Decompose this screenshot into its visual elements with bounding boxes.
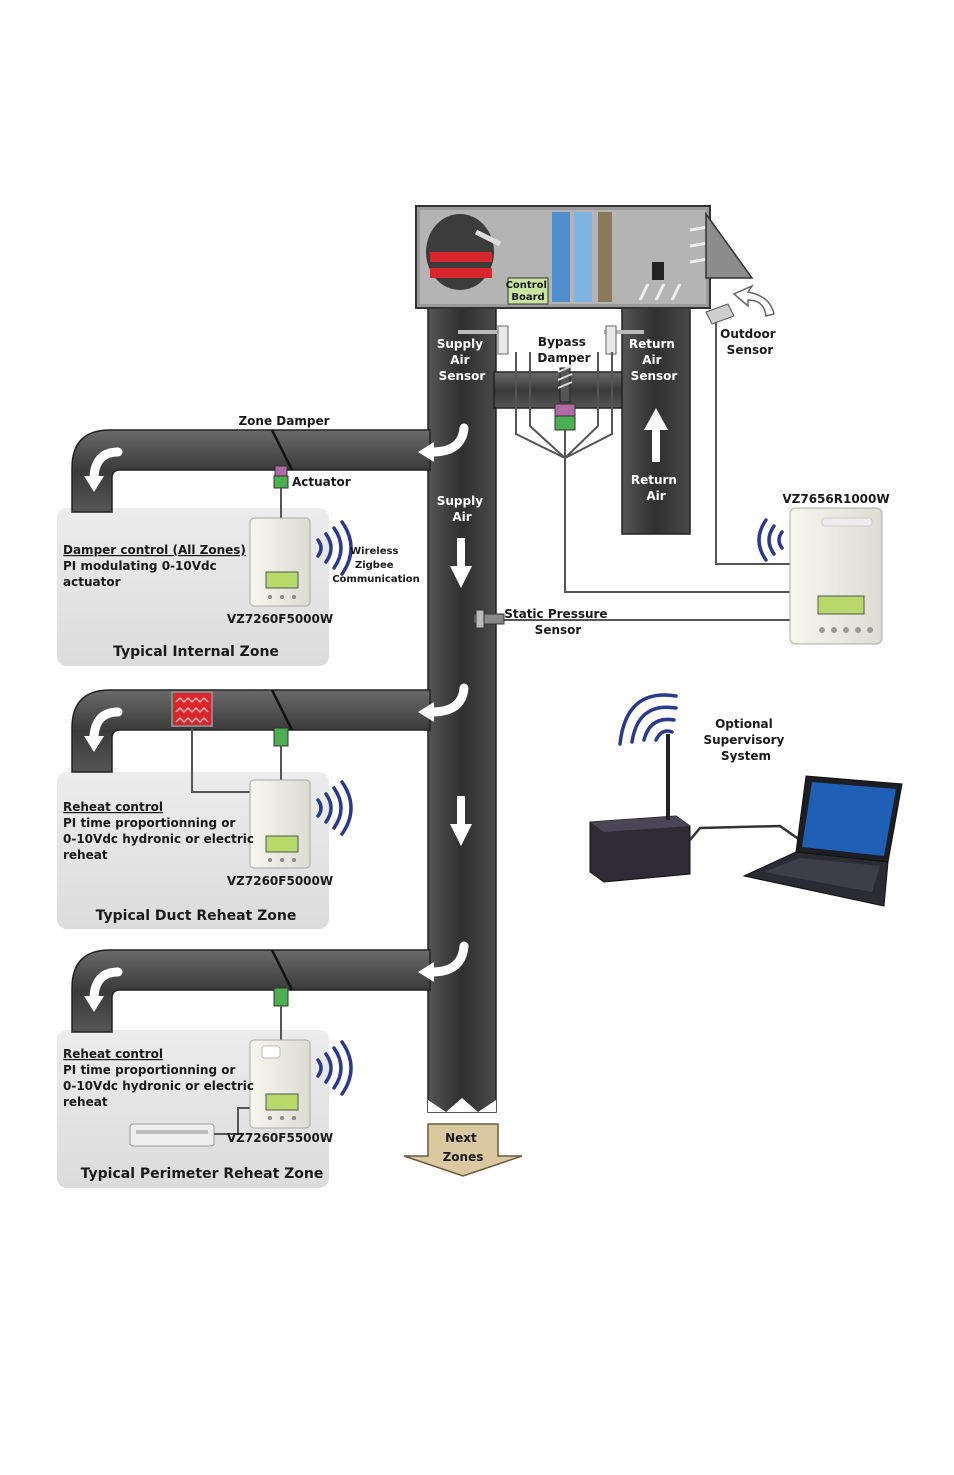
zone-1-model: VZ7260F5000W — [226, 612, 334, 626]
zone-controller-1 — [250, 518, 310, 606]
zone-2-title: Typical Duct Reheat Zone — [95, 908, 297, 924]
air-handling-unit — [416, 206, 752, 308]
optional-supervisory-label: Optional Supervisory System — [703, 717, 785, 763]
zone-2-control-heading: Reheat control — [63, 800, 163, 814]
return-air-sensor-label: Return Air Sensor — [628, 337, 678, 383]
zone-1-control-heading: Damper control (All Zones) — [63, 543, 246, 557]
svg-text:Control Board — [506, 280, 551, 303]
branch-duct-1 — [72, 430, 430, 512]
zone-damper-label: Zone Damper — [238, 414, 330, 428]
main-controller — [790, 508, 882, 644]
zone-1-title: Typical Internal Zone — [113, 644, 279, 660]
zone-3-model: VZ7260F5500W — [226, 1131, 334, 1145]
static-pressure-label: Static Pressure Sensor — [504, 607, 608, 637]
control-board-label-2: Board — [511, 292, 545, 303]
return-air-label: Return Air — [630, 473, 677, 503]
laptop-icon — [744, 776, 902, 906]
zone-controller-2 — [250, 780, 310, 868]
bypass-duct — [494, 372, 624, 408]
branch-duct-2 — [72, 690, 430, 772]
next-zones-label: Next Zones — [442, 1131, 484, 1164]
zone-controller-3 — [250, 1040, 310, 1128]
supply-air-sensor-label: Supply Air Sensor — [436, 337, 486, 383]
wireless-gateway — [590, 734, 690, 882]
zone-3-control-text: PI time proportionning or 0-10Vdc hydronic or electric reheat — [63, 1063, 254, 1109]
gateway-cable — [690, 826, 800, 840]
zone-2-control-text: PI time proportionning or 0-10Vdc hydronic or electric reheat — [63, 816, 254, 862]
actuator-label: Actuator — [292, 475, 351, 489]
outdoor-sensor-label: Outdoor Sensor — [720, 327, 776, 357]
bypass-damper-label: Bypass Damper — [537, 335, 591, 365]
zone-3-title: Typical Perimeter Reheat Zone — [80, 1166, 324, 1182]
supply-air-label: Supply Air — [436, 494, 484, 524]
control-board-label-1: Control — [505, 280, 547, 291]
branch-duct-3 — [72, 950, 430, 1032]
zone-2-model: VZ7260F5000W — [226, 874, 334, 888]
outdoor-air-arrow — [734, 286, 774, 316]
zone-3-control-heading: Reheat control — [63, 1047, 163, 1061]
wireless-label: Wireless Zigbee Communication — [332, 546, 420, 585]
main-controller-model: VZ7656R1000W — [782, 492, 890, 506]
zone-1-control-text: PI modulating 0-10Vdc actuator — [63, 559, 217, 589]
